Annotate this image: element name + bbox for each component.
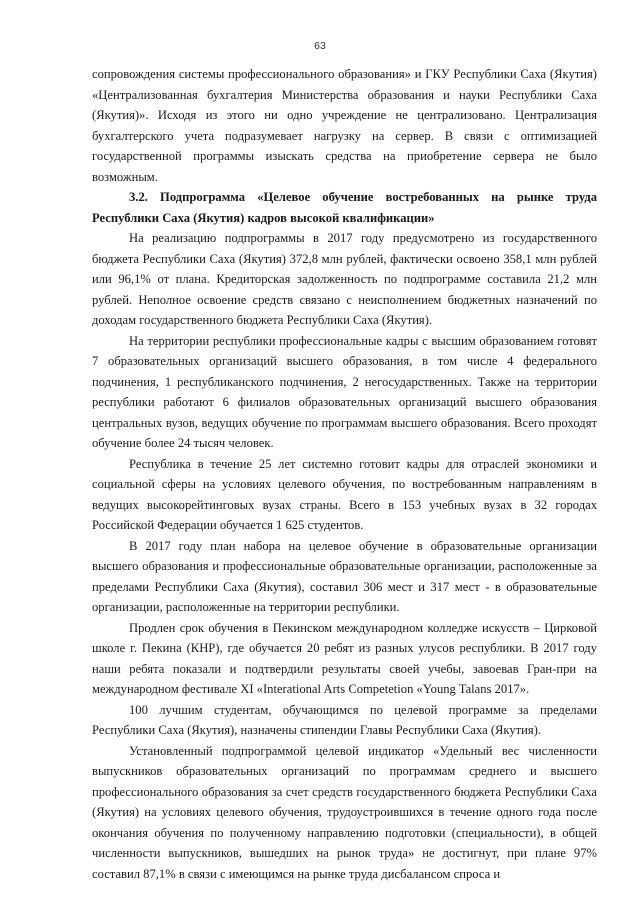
paragraph-scholarships: 100 лучшим студентам, обучающимся по целевой программе за пределами Республики Саха (Якутия), назначены стипендии Главы Республики Саха (Якутия).	[92, 702, 597, 737]
paragraph-continuation: сопровождения системы профессионального образования» и ГКУ Республики Саха (Якутия) «Централизованная бухгалтерия Министерства образования и науки Республики Саха (Якутия)». Исходя из этого ни одно учреждение не централизовано. Централизация бухгалтерского учета подразумевает нагрузку на сервер. В связи с оптимизацией государственной программы изыскать средства на приобретение сервера не было возможным.	[92, 67, 597, 184]
paragraph-admission-plan: В 2017 году план набора на целевое обучение в образовательные организации высшего образования и профессиональные образовательные организации, расположенные за пределами Республики Саха (Якутия), составил 306 мест и 317 мест - в образовательные организации, расположенные на территории республики.	[92, 538, 597, 614]
paragraph-higher-education: На территории республики профессиональные кадры с высшим образованием готовят 7 образовательных организаций высшего образования, в том числе 4 федерального подчинения, 1 республиканского подчинения, 2 негосударственных. Также на территории республики работают 6 филиалов образовательных организаций высшего образования центральных вузов, ведущих обучение по программам высшего образования. Всего проходят обучение более 24 тысяч человек.	[92, 333, 597, 450]
section-heading: 3.2. Подпрограмма «Целевое обучение востребованных на рынке труда Республики Саха (Якутия) кадров высокой квалификации»	[92, 190, 597, 225]
paragraph-target-training: Республика в течение 25 лет системно готовит кадры для отраслей экономики и социальной сферы на условиях целевого обучения, по востребованным направлениям в ведущих высокорейтинговых вузах страны. Всего в 153 учебных вузах в 32 городах Российской Федерации обучается 1 625 студентов.	[92, 456, 597, 532]
document-body	[92, 64, 597, 884]
paragraph-beijing-college: Продлен срок обучения в Пекинском международном колледже искусств – Цирковой школе г. Пекина (КНР), где обучается 20 ребят из разных улусов республики. В 2017 году наши ребята показали и подтвердили результаты своей учебы, завоевав Гран-при на международном фестивале XI «Interational Arts Competetion «Young Talans 2017».	[92, 620, 597, 696]
page-number: 63	[314, 40, 326, 52]
paragraph-target-indicator: Установленный подпрограммой целевой индикатор «Удельный вес численности выпускников образовательных организаций по программам среднего и высшего профессионального образования за счет средств государственного бюджета Республики Саха (Якутия) на условиях целевого обучения, трудоустроившихся в течение одного года после окончания обучения по полученному направлению подготовки (специальности), в общей численности выпускников, вышедших на рынок труда» не достигнут, при плане 97% составил 87,1% в связи с имеющимся на рынке труда дисбалансом спроса и	[92, 743, 597, 881]
paragraph-funding: На реализацию подпрограммы в 2017 году предусмотрено из государственного бюджета Республики Саха (Якутия) 372,8 млн рублей, фактически освоено 358,1 млн рублей или 96,1% от плана. Кредиторская задолженность по подпрограмме составила 21,2 млн рублей. Неполное освоение средств связано с неисполнением бюджетных назначений по доходам государственного бюджета Республики Саха (Якутия).	[92, 231, 597, 327]
